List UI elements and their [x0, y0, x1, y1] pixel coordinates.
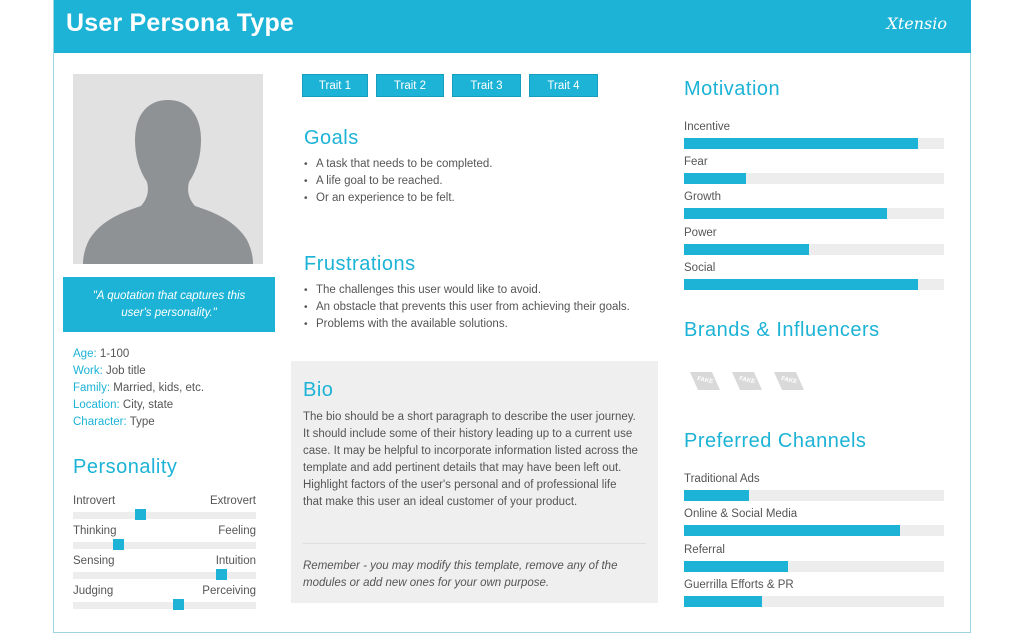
info-family: Family: Married, kids, etc.	[73, 382, 205, 394]
scale-track	[73, 542, 256, 549]
bar-track	[684, 561, 944, 572]
bar-track	[684, 208, 944, 219]
bar-track	[684, 244, 944, 255]
bar-label: Traditional Ads	[684, 473, 760, 485]
bar-label: Referral	[684, 544, 725, 556]
logo-text: FAKE	[738, 376, 756, 386]
header-bar	[54, 0, 971, 53]
bar-fill	[684, 173, 746, 184]
logo-text: FAKE	[696, 376, 714, 386]
motivation-title: Motivation	[684, 78, 781, 100]
list-item: • The challenges this user would like to avoid.	[304, 282, 630, 299]
brand-logo-placeholder[interactable]	[686, 366, 724, 396]
bar-label: Guerrilla Efforts & PR	[684, 579, 794, 591]
bar-track	[684, 596, 944, 607]
scale-right-label: Extrovert	[209, 495, 256, 507]
info-work: Work: Job title	[73, 365, 146, 377]
bar-fill	[684, 244, 809, 255]
scale-right-label: Perceiving	[202, 585, 256, 597]
scale-left-label: Sensing	[73, 555, 115, 567]
bio-note: Remember - you may modify this template, remove any of the modules or add new ones for your own purpose.	[303, 560, 618, 589]
scale-left-label: Judging	[73, 585, 114, 597]
bar-track	[684, 490, 944, 501]
bar-fill	[684, 561, 788, 572]
brand-logo[interactable]: Xtensio	[886, 14, 947, 33]
trait-tag-3[interactable]: Trait 3	[452, 74, 521, 97]
brand-logo-placeholder[interactable]	[728, 366, 766, 396]
bio-text: The bio should be a short paragraph to describe the user journey. It should include some of their history leading up to a current use case. It may be helpful to incorporate information listed across the template and add pertinent details that may have been left out. Highlight factors of the user's personal and of professional life that make this user an ideal customer of your product.	[303, 411, 638, 508]
bio-title: Bio	[303, 379, 334, 401]
goals-list	[304, 156, 492, 207]
info-age: Age: 1-100	[73, 348, 130, 360]
scale-track	[73, 512, 256, 519]
trait-tag-2[interactable]: Trait 2	[376, 74, 444, 97]
quote-line-1: "A quotation that captures this	[92, 290, 246, 302]
avatar[interactable]	[73, 74, 263, 264]
list-item: • A task that needs to be completed.	[304, 156, 492, 173]
scale-thumb[interactable]	[216, 569, 227, 580]
bar-label: Fear	[684, 156, 708, 168]
frustrations-list	[304, 282, 630, 333]
list-item: • An obstacle that prevents this user from achieving their goals.	[304, 299, 630, 316]
bar-label: Online & Social Media	[684, 508, 798, 520]
scale-thumb[interactable]	[135, 509, 146, 520]
bar-label: Social	[684, 262, 716, 274]
scale-track	[73, 572, 256, 579]
personality-title: Personality	[73, 456, 178, 478]
bio-panel	[291, 361, 658, 603]
scale-thumb[interactable]	[173, 599, 184, 610]
list-item: • Or an experience to be felt.	[304, 190, 492, 207]
bar-fill	[684, 596, 762, 607]
bar-label: Growth	[684, 191, 722, 203]
person-silhouette-icon	[73, 74, 263, 264]
bar-track	[684, 173, 944, 184]
bar-track	[684, 279, 944, 290]
page-title: User Persona Type	[66, 9, 295, 37]
bar-fill	[684, 138, 918, 149]
bar-fill	[684, 490, 749, 501]
frustrations-title: Frustrations	[304, 253, 416, 275]
persona-canvas	[53, 0, 971, 633]
scale-right-label: Feeling	[218, 525, 256, 537]
channels-title: Preferred Channels	[684, 430, 867, 452]
scale-left-label: Thinking	[73, 525, 117, 537]
bar-track	[684, 525, 944, 536]
bar-track	[684, 138, 944, 149]
info-character: Character: Type	[73, 416, 155, 428]
info-location: Location: City, state	[73, 399, 174, 411]
bar-label: Incentive	[684, 121, 731, 133]
list-item: • A life goal to be reached.	[304, 173, 492, 190]
persona-quote	[63, 277, 275, 332]
bar-fill	[684, 525, 900, 536]
brands-title: Brands & Influencers	[684, 319, 880, 341]
trait-tag-4[interactable]: Trait 4	[529, 74, 598, 97]
goals-title: Goals	[304, 127, 359, 149]
demographics	[73, 346, 204, 431]
bar-label: Power	[684, 227, 717, 239]
quote-line-2: user's personality."	[121, 307, 217, 319]
logo-text: FAKE	[780, 376, 798, 386]
scale-right-label: Intuition	[215, 555, 256, 567]
scale-thumb[interactable]	[113, 539, 124, 550]
bar-fill	[684, 279, 918, 290]
bio-divider	[303, 543, 646, 544]
scale-track	[73, 602, 256, 609]
scale-left-label: Introvert	[73, 495, 116, 507]
list-item: • Problems with the available solutions.	[304, 316, 630, 333]
bar-fill	[684, 208, 887, 219]
trait-tag-1[interactable]: Trait 1	[302, 74, 368, 97]
brand-logo-placeholder[interactable]	[770, 366, 808, 396]
